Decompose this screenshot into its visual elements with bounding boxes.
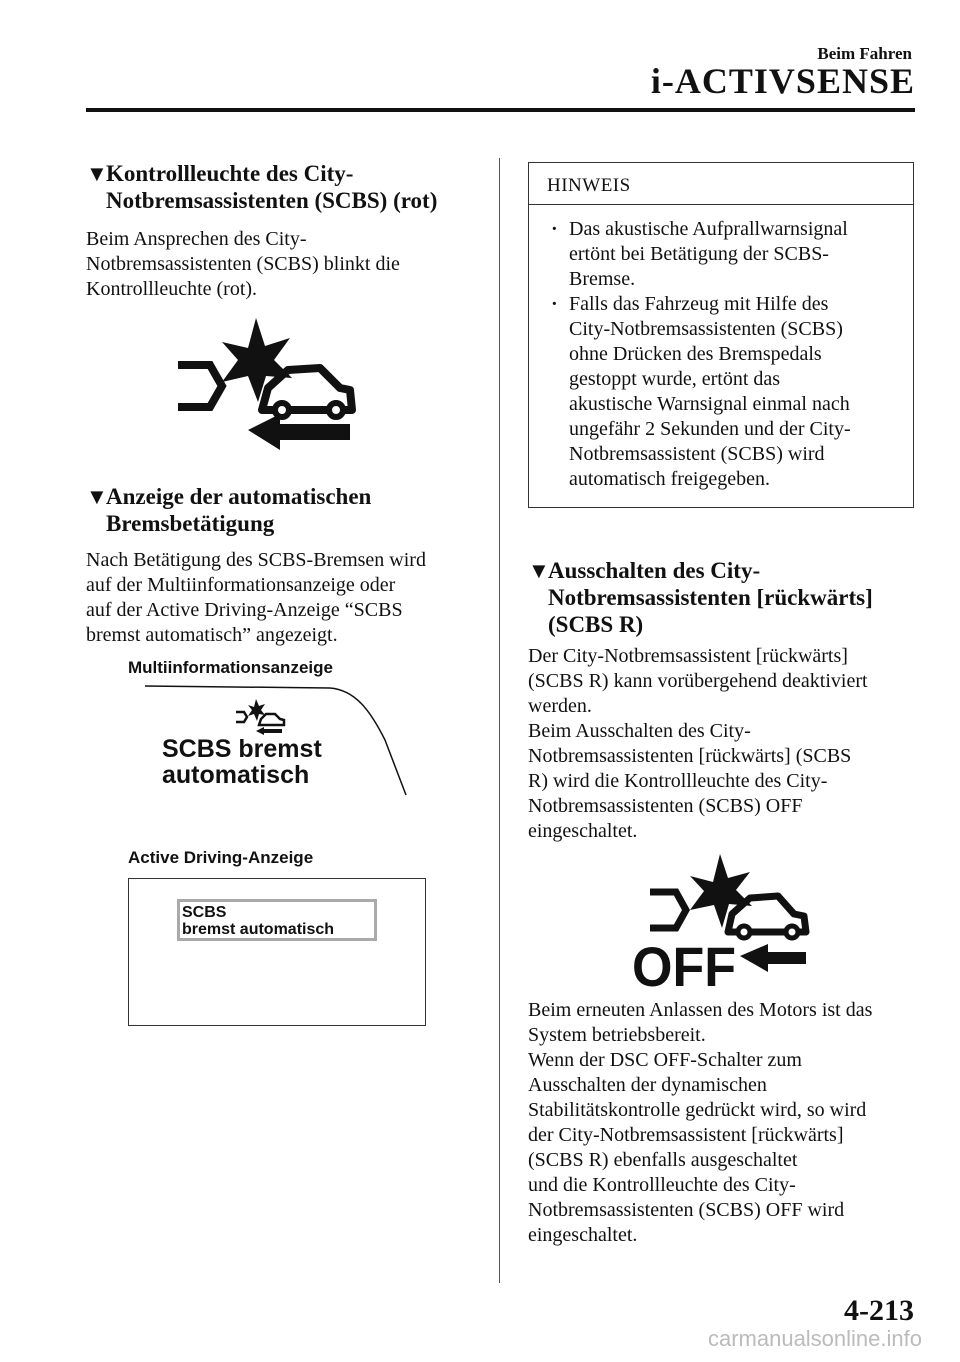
label-multiinformationsanzeige: Multiinformationsanzeige: [128, 658, 333, 677]
section-heading-anzeige: ▼ Anzeige der automatischen Bremsbetätigung: [86, 484, 372, 536]
scbs-small-icon: [234, 697, 286, 737]
multiinformation-display-text: SCBS bremst automatisch: [162, 735, 322, 789]
section-heading-kontrollleuchte: ▼ Kontrollleuchte des City- Notbremsassistenten (SCBS) (rot): [86, 161, 438, 213]
header-section: Beim Fahren: [817, 44, 912, 63]
section-heading-ausschalten: ▼ Ausschalten des City- Notbremsassistenten [rückwärts] (SCBS R): [528, 558, 873, 637]
note-list: [529, 205, 913, 492]
column-divider: [499, 158, 500, 1283]
triangle-marker-icon: ▼: [86, 484, 108, 509]
triangle-marker-icon: ▼: [86, 161, 108, 186]
paragraph-anzeige: Nach Betätigung des SCBS-Bremsen wird auf der Multiinformationsanzeige oder auf der Active Driving-Anzeige “SCBS bremst automatisch” angezeigt.: [86, 549, 426, 646]
triangle-marker-icon: ▼: [528, 558, 550, 583]
paragraph-kontrollleuchte: Beim Ansprechen des City- Notbremsassistenten (SCBS) blinkt die Kontrollleuchte (rot).: [86, 228, 400, 300]
note-item: · Falls das Fahrzeug mit Hilfe des City-Notbremsassistenten (SCBS) ohne Drücken des Bremspedals gestoppt wurde, ertönt das akustische Warnsignal einmal nach ungefähr 2 Sekunden und der City- Notbremsassistent (SCBS) wird automatisch freigegeben.: [569, 292, 895, 492]
scbs-off-warning-light-icon: [630, 852, 810, 992]
header-rule: [86, 108, 915, 112]
label-active-driving-anzeige: Active Driving-Anzeige: [128, 848, 314, 867]
scbs-warning-light-icon: [170, 310, 360, 460]
note-item: · Das akustische Aufprallwarnsignal ertönt bei Betätigung der SCBS- Bremse.: [569, 217, 895, 292]
note-heading: HINWEIS: [529, 163, 913, 205]
page-number: 4-213: [844, 1294, 914, 1327]
header-chapter: i-ACTIVSENSE: [650, 61, 915, 101]
active-driving-display: [128, 878, 426, 1026]
off-label: OFF: [632, 935, 736, 992]
active-driving-message: SCBS bremst automatisch: [177, 899, 377, 941]
paragraph-ausschalten: Der City-Notbremsassistent [rückwärts] (SCBS R) kann vorübergehend deaktiviert werden. Beim Ausschalten des City- Notbremsassistenten [rückwärts] (SCBS R) wird die Kontrollleuchte des City- Notbremsassistenten (SCBS) OFF eingeschaltet.: [528, 645, 868, 842]
note-box: [528, 162, 914, 508]
paragraph-neustart: Beim erneuten Anlassen des Motors ist das System betriebsbereit. Wenn der DSC OFF-Schalter zum Ausschalten der dynamischen Stabilitätskontrolle gedrückt wird, so wird der City-Notbremsassistent [rückwärts] (SCBS R) ebenfalls ausgeschaltet und die Kontrollleuchte des City- Notbremsassistenten (SCBS) OFF wird eingeschaltet.: [528, 999, 873, 1246]
watermark: carmanualsonline.info: [707, 1326, 922, 1351]
